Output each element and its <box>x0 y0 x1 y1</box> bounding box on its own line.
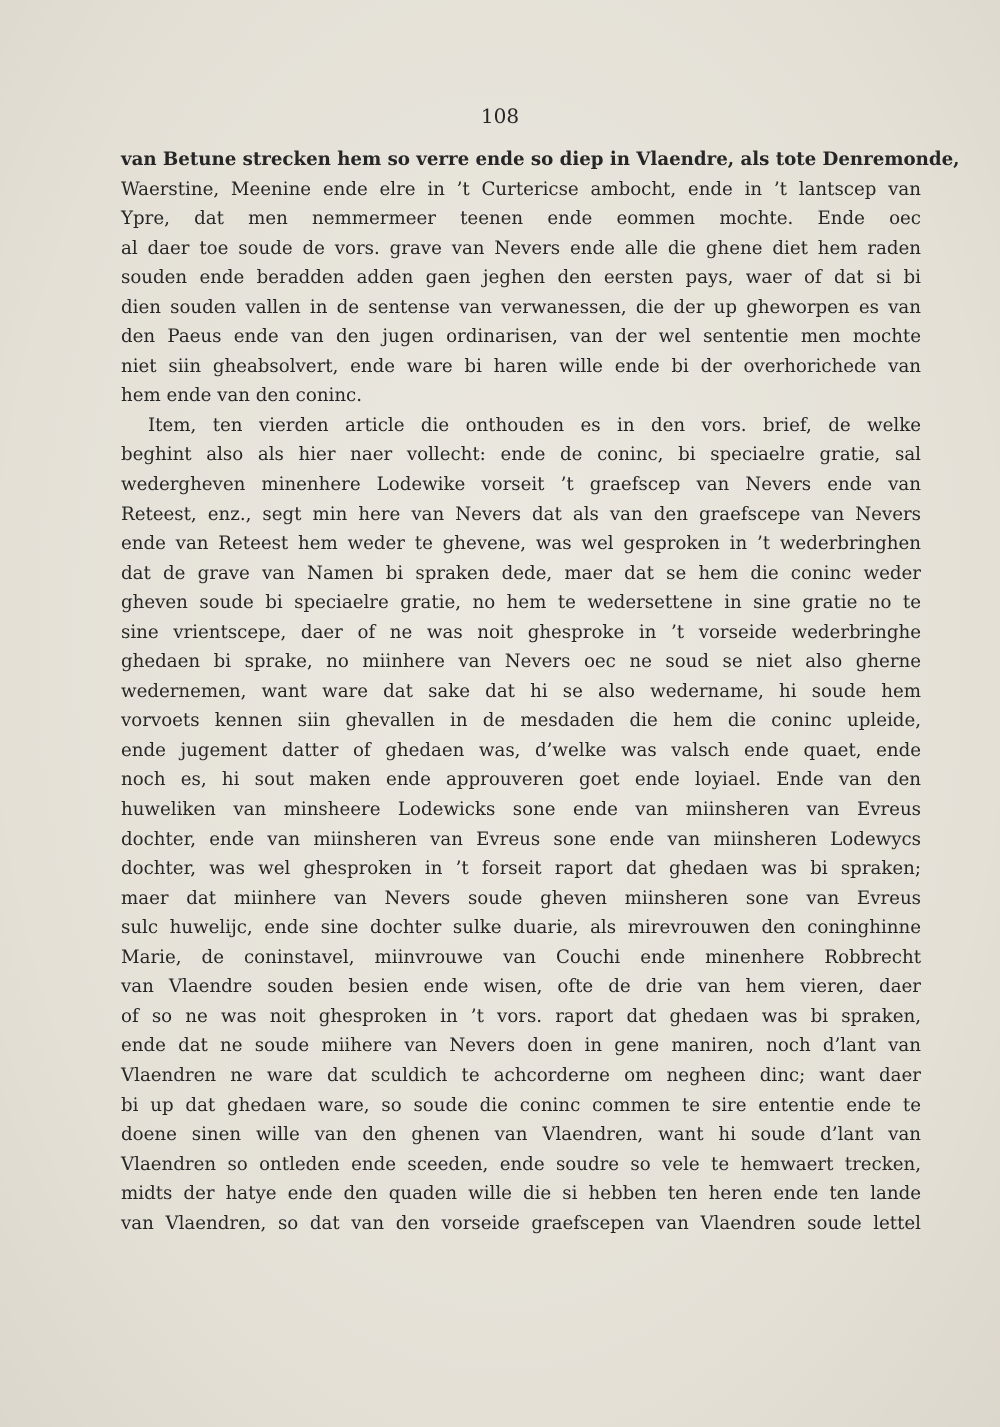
text-line: of so ne was noit ghesproken in ’t vors. raport dat ghedaen was bi spraken, <box>121 1005 921 1027</box>
text-line: wedernemen, want ware dat sake dat hi se also wedername, hi soude hem <box>121 680 921 702</box>
text-line: dochter, ende van miinsheren van Evreus sone ende van miinsheren Lodewycs <box>121 828 921 850</box>
text-line: ende dat ne soude miihere van Nevers doen in gene maniren, noch d’lant van <box>121 1035 921 1057</box>
text-line: huweliken van minsheere Lodewicks sone ende van miinsheren van Evreus <box>121 799 921 821</box>
body-text <box>121 145 960 1238</box>
text-line: beghint also als hier naer vollecht: ende de coninc, bi speciaelre gratie, sal <box>121 444 921 466</box>
text-line: bi up dat ghedaen ware, so soude die coninc commen te sire ententie ende te <box>121 1094 921 1116</box>
text-line: Marie, de coninstavel, miinvrouwe van Couchi ende minenhere Robbrecht <box>121 946 921 968</box>
text-line: Waerstine, Meenine ende elre in ’t Curtericse ambocht, ende in ’t lantscep van <box>121 178 921 200</box>
text-line: noch es, hi sout maken ende approuveren goet ende loyiael. Ende van den <box>121 769 921 791</box>
text-line: dat de grave van Namen bi spraken dede, maer dat se hem die coninc weder <box>121 562 921 584</box>
text-line: ghedaen bi sprake, no miinhere van Nevers oec ne soud se niet also gherne <box>121 651 921 673</box>
text-line: doene sinen wille van den ghenen van Vlaendren, want hi soude d’lant van <box>121 1124 921 1146</box>
text-line: dochter, was wel ghesproken in ’t forseit raport dat ghedaen was bi spraken; <box>121 858 921 880</box>
text-line: Vlaendren ne ware dat sculdich te achcorderne om negheen dinc; want daer <box>121 1064 921 1086</box>
text-line: dien souden vallen in de sentense van verwanessen, die der up gheworpen es van <box>121 296 921 318</box>
text-line: gheven soude bi speciaelre gratie, no hem te wedersettene in sine gratie no te <box>121 592 921 614</box>
text-line: Item, ten vierden article die onthouden es in den vors. brief, de welke <box>148 414 921 436</box>
text-line: maer dat miinhere van Nevers soude gheven miinsheren sone van Evreus <box>121 887 921 909</box>
text-line: niet siin gheabsolvert, ende ware bi haren wille ende bi der overhorichede van <box>121 355 921 377</box>
text-line: van Betune strecken hem so verre ende so diep in Vlaendre, als tote Denremonde, <box>121 149 960 170</box>
text-line: Ypre, dat men nemmermeer teenen ende eommen mochte. Ende oec <box>121 208 921 230</box>
text-line: den Paeus ende van den jugen ordinarisen, van der wel sententie men mochte <box>121 326 921 348</box>
text-line: souden ende beradden adden gaen jeghen den eersten pays, waer of dat si bi <box>121 267 921 289</box>
text-line: ende van Reteest hem weder te ghevene, was wel gesproken in ’t wederbringhen <box>121 533 921 555</box>
page-number: 108 <box>480 104 520 128</box>
text-line: hem ende van den coninc. <box>121 385 363 407</box>
text-line: ende jugement datter of ghedaen was, d’welke was valsch ende quaet, ende <box>121 739 921 761</box>
text-line: sulc huwelijc, ende sine dochter sulke duarie, als mirevrouwen den coninghinne <box>121 917 921 939</box>
text-line: Vlaendren so ontleden ende sceeden, ende soudre so vele te hemwaert trecken, <box>121 1153 921 1175</box>
text-line: al daer toe soude de vors. grave van Nevers ende alle die ghene diet hem raden <box>121 237 921 259</box>
text-line: van Vlaendre souden besien ende wisen, ofte de drie van hem vieren, daer <box>121 976 921 998</box>
text-line: van Vlaendren, so dat van den vorseide graefscepen van Vlaendren soude lettel <box>121 1212 921 1234</box>
text-line: sine vrientscepe, daer of ne was noit ghesproke in ’t vorseide wederbringhe <box>121 621 921 643</box>
text-line: vorvoets kennen siin ghevallen in de mesdaden die hem die coninc upleide, <box>121 710 921 732</box>
text-line: Reteest, enz., segt min here van Nevers dat als van den graefscepe van Nevers <box>121 503 921 525</box>
text-line: midts der hatye ende den quaden wille die si hebben ten heren ende ten lande <box>121 1183 921 1205</box>
text-line: wedergheven minenhere Lodewike vorseit ’t graefscep van Nevers ende van <box>121 474 921 496</box>
